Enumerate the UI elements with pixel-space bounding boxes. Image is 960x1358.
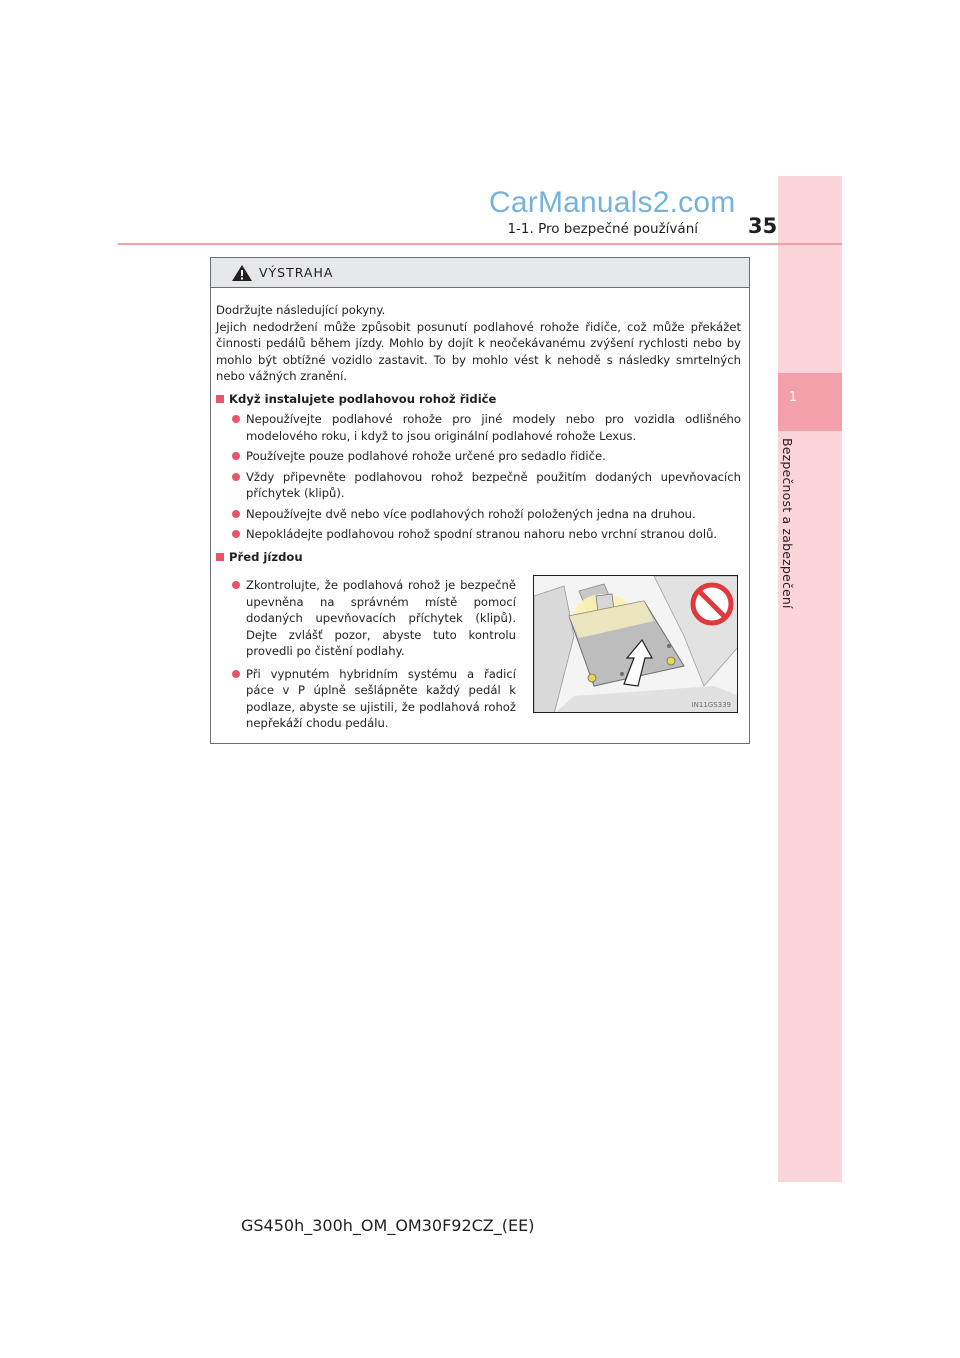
document-code: GS450h_300h_OM_OM30F92CZ_(EE) — [241, 1216, 535, 1235]
before-driving-list — [216, 573, 516, 732]
bullet-dot-icon — [232, 415, 240, 423]
list-item — [216, 577, 516, 660]
section-heading-text: Když instalujete podlahovou rohož řidiče — [229, 391, 497, 406]
side-tab — [778, 176, 842, 1182]
list-item-text: Zkontrolujte, že podlahová rohož je bezpečně upevněna na správném místě pomocí dodaných upevňovacích příchytek (klipů). Dejte zvlášť pozor, abyste tuto kontrolu provedli po čistění podlahy. — [246, 578, 516, 658]
list-item — [216, 469, 741, 502]
section-heading — [216, 391, 741, 408]
header-rule — [118, 243, 842, 245]
warning-body — [216, 302, 741, 565]
list-item — [216, 526, 741, 543]
list-item — [216, 506, 741, 523]
section-heading — [216, 549, 741, 566]
section-title: 1-1. Pro bezpečné používání — [507, 221, 698, 237]
bullet-dot-icon — [232, 670, 240, 678]
square-bullet-icon — [216, 553, 224, 561]
floor-mat-drawing — [534, 576, 738, 713]
warning-triangle-icon — [231, 264, 253, 282]
list-item-text: Nepoužívejte podlahové rohože pro jiné modely nebo pro vozidla odlišného modelového roku, i když to jsou originální podlahové rohože Lexus. — [246, 412, 741, 443]
warning-box — [210, 257, 750, 744]
section-heading-text: Před jízdou — [229, 549, 303, 564]
list-item — [216, 448, 741, 465]
list-item-text: Vždy připevněte podlahovou rohož bezpečně použitím dodaných upevňovacích příchytek (klipů). — [246, 469, 741, 500]
bullet-dot-icon — [232, 510, 240, 518]
bullet-dot-icon — [232, 473, 240, 481]
list-item-text: Při vypnutém hybridním systému a řadicí páce v P úplně sešlápněte každý pedál k podlaze, abyste se ujistili, že podlahová rohož nepřekáží chodu pedálu. — [246, 666, 516, 730]
warning-header — [211, 258, 749, 288]
square-bullet-icon — [216, 395, 224, 403]
chapter-label: Bezpečnost a zabezpečení — [780, 438, 795, 609]
page-number: 35 — [748, 214, 778, 238]
list-item — [216, 666, 516, 732]
bullet-dot-icon — [232, 452, 240, 460]
watermark-logo: CarManuals2.com — [489, 186, 736, 219]
floor-mat-illustration — [533, 575, 738, 713]
bullet-dot-icon — [232, 581, 240, 589]
list-item — [216, 411, 741, 444]
figure-code: IN11GS339 — [691, 701, 731, 709]
chapter-number: 1 — [788, 390, 798, 405]
list-item-text: Nepokládejte podlahovou rohož spodní stranou nahoru nebo vrchní stranou dolů. — [246, 527, 718, 541]
bullet-dot-icon — [232, 530, 240, 538]
list-item-text: Používejte pouze podlahové rohože určené pro sedadlo řidiče. — [246, 449, 606, 463]
warning-title: VÝSTRAHA — [259, 265, 334, 280]
warning-intro: Dodržujte následující pokyny. Jejich nedodržení může způsobit posunutí podlahové rohože řidiče, což může překážet činnosti pedálů během jízdy. Mohlo by dojít k neočekávanému zvýšení rychlosti nebo by mohlo být obtížné vozidlo zastavit. To by mohlo vést k nehodě s následky smrtelných nebo vážných zranění. — [216, 303, 741, 383]
list-item-text: Nepoužívejte dvě nebo více podlahových rohoží položených jedna na druhou. — [246, 506, 696, 521]
